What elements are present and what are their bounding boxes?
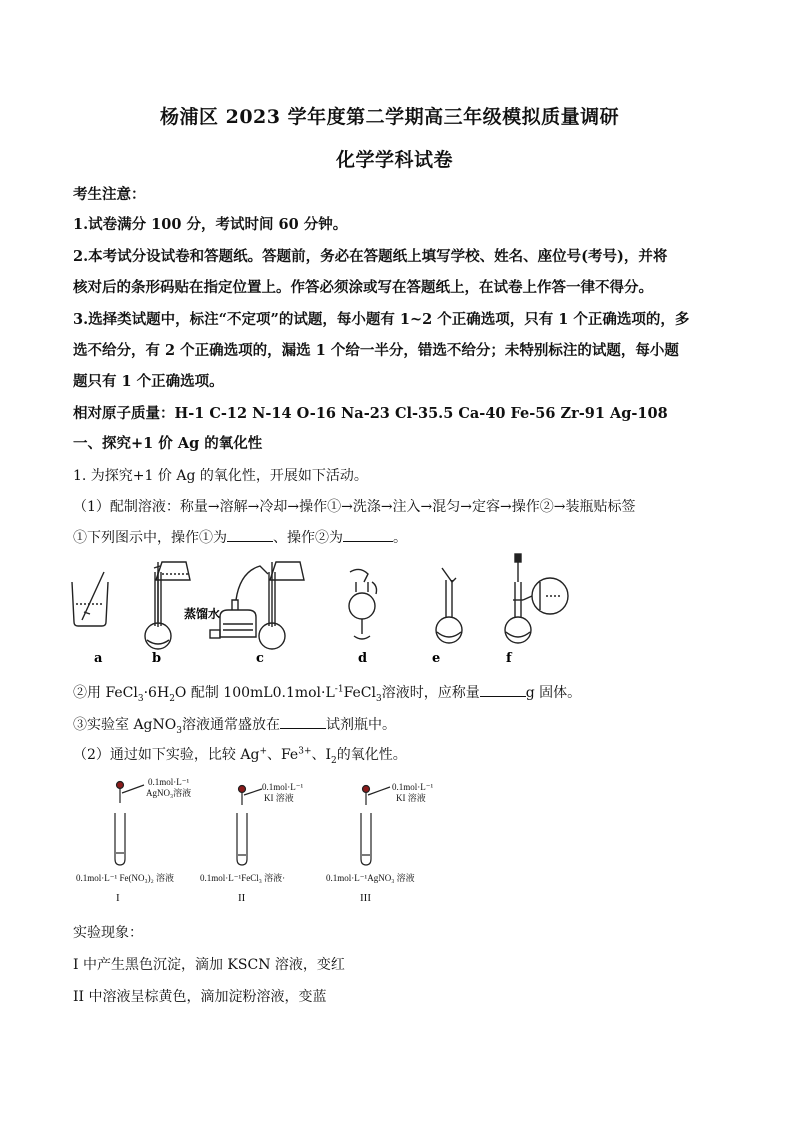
subscript: 3	[176, 725, 182, 736]
tube-3-number: III	[360, 892, 371, 904]
test-tube-icon	[115, 813, 125, 865]
tube-2-solution: 0.1mol·L⁻¹FeCl₃ 溶液·	[200, 873, 286, 883]
invert-mix-icon	[349, 569, 377, 639]
figure-label-c: c	[256, 651, 264, 666]
answer-blank[interactable]	[227, 540, 273, 542]
tube-3-reagent-name: KI 溶液	[396, 793, 426, 803]
subscript: 3	[376, 693, 382, 704]
p2-text: （2）通过如下实验，比较 Ag	[73, 747, 260, 763]
lab-operations-figure	[60, 552, 620, 667]
test-tube-icon	[361, 813, 371, 865]
dropper-icon	[239, 786, 263, 806]
flask-shaking-icon	[436, 568, 462, 643]
observation-2: II 中溶液呈棕黄色，滴加淀粉溶液，变蓝	[73, 989, 327, 1005]
tube-3-solution: 0.1mol·L⁻¹AgNO₃ 溶液	[326, 873, 415, 883]
notice-item-2a: 2.本考试分设试卷和答题纸。答题前，务必在答题纸上填写学校、姓名、座位号(考号)，并将	[73, 248, 668, 265]
tube-1-reagent-name: AgNO₃溶液	[146, 788, 192, 798]
figure-label-b: b	[152, 651, 162, 666]
tube-1-reagent-conc: 0.1mol·L⁻¹	[148, 777, 190, 787]
dropper-flask-icon	[505, 554, 568, 643]
s2-text: O 配制 100mL0.1mol·L	[174, 685, 335, 701]
tube-3-reagent-conc: 0.1mol·L⁻¹	[392, 782, 434, 792]
subquestion-3	[73, 714, 396, 736]
tube-2-number: II	[238, 892, 246, 904]
section-heading: 一、探究+1 价 Ag 的氧化性	[73, 435, 263, 452]
superscript: -1	[334, 684, 344, 695]
answer-blank[interactable]	[280, 727, 326, 729]
wash-bottle-flask-icon	[210, 562, 304, 649]
figure-label-f: f	[506, 651, 512, 666]
dropper-icon	[117, 782, 145, 804]
question-1: 1. 为探究+1 价 Ag 的氧化性，开展如下活动。	[73, 468, 368, 484]
s3-text: ③实验室 AgNO	[73, 717, 177, 733]
subquestion-1	[73, 527, 407, 547]
distilled-water-label: 蒸馏水	[184, 607, 221, 621]
page-title: 杨浦区 2023 学年度第二学期高三年级模拟质量调研	[160, 106, 620, 128]
superscript: +	[259, 746, 267, 757]
atomic-masses: 相对原子质量：H-1 C-12 N-14 O-16 Na-23 Cl-35.5 Ca-40 Fe-56 Zr-91 Ag-108	[73, 405, 668, 422]
s2-text: 溶液时，应称量	[381, 685, 480, 701]
notice-item-2b: 核对后的条形码贴在指定位置上。作答必须涂或写在答题纸上，在试卷上作答一律不得分。	[73, 279, 653, 296]
s2-text: FeCl	[343, 685, 377, 701]
notice-item-3b: 选不给分，有 2 个正确选项的，漏选 1 个给一半分，错选不给分；未特别标注的试题，每小题	[73, 342, 679, 359]
subquestion-1-text: ①下列图示中，操作①为	[73, 530, 227, 546]
s3-text: 溶液通常盛放在	[181, 717, 280, 733]
part-1-steps: （1）配制溶液：称量→溶解→冷却→操作①→洗涤→注入→混匀→定容→操作②→装瓶贴标签	[73, 499, 636, 515]
figure-label-e: e	[432, 651, 441, 666]
test-tube-icon	[237, 813, 247, 865]
beaker-stirring-icon	[72, 572, 108, 626]
subscript: 2	[331, 755, 337, 766]
s3-text: 试剂瓶中。	[325, 717, 396, 733]
page-subtitle: 化学学科试卷	[336, 149, 454, 171]
notice-item-1: 1.试卷满分 100 分，考试时间 60 分钟。	[73, 216, 348, 233]
dropper-icon	[363, 786, 391, 806]
subscript: 3	[137, 693, 144, 704]
transfer-flask-icon	[145, 562, 190, 649]
tube-1-number: I	[116, 892, 120, 904]
s2-text: ·6H	[143, 685, 170, 701]
test-tube-figure	[70, 775, 470, 910]
p2-text: 、Fe	[266, 747, 299, 763]
s2-text: ②用 FeCl	[73, 685, 138, 701]
tube-2-reagent-name: KI 溶液	[264, 793, 294, 803]
observation-1: I 中产生黑色沉淀，滴加 KSCN 溶液，变红	[73, 957, 345, 973]
p2-text: 、I	[311, 747, 332, 763]
subquestion-2	[73, 682, 581, 704]
s2-text: g 固体。	[525, 685, 582, 701]
figure-label-a: a	[94, 651, 103, 666]
subquestion-1-mid: 、操作②为	[273, 530, 343, 546]
answer-blank[interactable]	[343, 540, 393, 542]
notice-heading: 考生注意：	[73, 186, 146, 203]
tube-2-reagent-conc: 0.1mol·L⁻¹	[262, 782, 304, 792]
part-2	[73, 744, 407, 766]
observations-heading: 实验现象：	[73, 925, 143, 941]
subquestion-1-end: 。	[393, 530, 407, 546]
figure-label-d: d	[358, 651, 368, 666]
notice-item-3c: 题只有 1 个正确选项。	[73, 373, 224, 390]
superscript: 3+	[298, 746, 312, 757]
answer-blank[interactable]	[480, 695, 526, 697]
subscript: 2	[169, 693, 175, 704]
p2-text: 的氧化性。	[336, 747, 407, 763]
notice-item-3a: 3.选择类试题中，标注“不定项”的试题，每小题有 1~2 个正确选项，只有 1 个正确选项的，多	[73, 311, 690, 328]
tube-1-solution: 0.1mol·L⁻¹ Fe(NO₃)₂ 溶液	[76, 873, 174, 883]
